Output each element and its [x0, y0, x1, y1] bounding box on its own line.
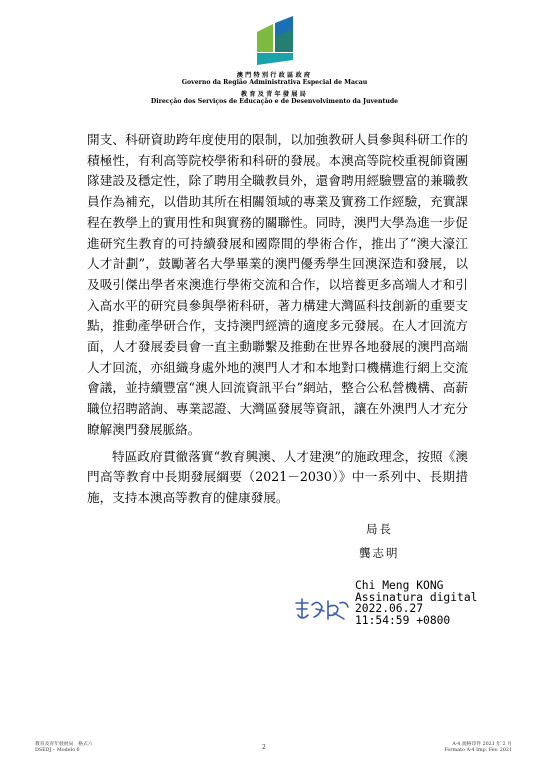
digital-signature-date: 2022.06.27: [355, 602, 424, 615]
signatory-name: 龔志明: [359, 546, 400, 560]
footer-format-portuguese: Formato A-4 Imp. Fev. 2021: [444, 748, 512, 753]
footer-format-chinese: A-4 規格印件 2021 年 2 月: [452, 742, 512, 747]
department-name-portuguese: Direcção dos Serviços de Educação e de Desenvolvimento da Juventude: [150, 98, 399, 105]
digital-signature-name: Chi Meng KONG: [355, 579, 444, 592]
footer-form-chinese: 教育及青年發展局 格式六: [35, 742, 93, 747]
department-name-chinese: 教育及青年發展局: [240, 91, 309, 98]
digital-signature-label: Assinatura digital: [355, 590, 478, 604]
digital-signature-time: 11:54:59 +0800: [355, 613, 451, 627]
footer-left: [35, 742, 93, 754]
logo-teal-panel: [257, 53, 293, 65]
footer-right: [444, 742, 512, 754]
digital-signature: [355, 580, 477, 626]
dsedj-logo-icon: [249, 16, 301, 66]
government-name-portuguese: Governo da Região Administrativa Especial de Macau: [181, 79, 368, 86]
government-name-chinese: 澳門特別行政區政府: [236, 72, 313, 79]
handwritten-signature-icon: [290, 595, 354, 625]
document-body: [87, 130, 468, 509]
footer-form-portuguese: DSEDJ – Modelo 6: [35, 748, 80, 753]
logo-green-panel: [257, 24, 273, 52]
signatory-title: 局長: [366, 522, 393, 536]
body-paragraph-1: 開支、科研資助跨年度使用的限制，以加強教研人員參與科研工作的積極性，有利高等院校學術和科研的發展。本澳高等院校重視師資團隊建設及穩定性，除了聘用全職教員外，還會聘用經驗豐富的兼職教員作為補充，以借助其所在相關領域的專業及實務工作經驗，充實課程在教學上的實用性和與實務的關聯性。同時，澳門大學為進一步促進研究生教育的可持續發展和國際間的學術合作，推出了“澳大濠江人才計劃”，鼓勵著名大學畢業的澳門優秀學生回澳深造和發展，以及吸引傑出學者來澳進行學術交流和合作，以培養更多高端人才和引入高水平的研究員參與學術科研，著力構建大灣區科技創新的重要支點，推動產學研合作，支持澳門經濟的適度多元發展。在人才回流方面，人才發展委員會一直主動聯繫及推動在世界各地發展的澳門高端人才回流，亦組織身處外地的澳門人才和本地對口機構進行網上交流會議，並持續豐富“澳人回流資訊平台”網站，整合公私營機構、高薪職位招聘諮詢、專業認證、大灣區發展等資訊，讓在外澳門人才充分瞭解澳門發展脈絡。: [87, 132, 468, 437]
body-paragraph-2: 特區政府貫徹落實“教育興澳、人才建澳”的施政理念，按照《澳門高等教育中長期發展綱要（2021－2030）》中一系列中、長期措施，支持本澳高等教育的健康發展。: [87, 448, 468, 505]
page-number: 2: [262, 744, 266, 751]
